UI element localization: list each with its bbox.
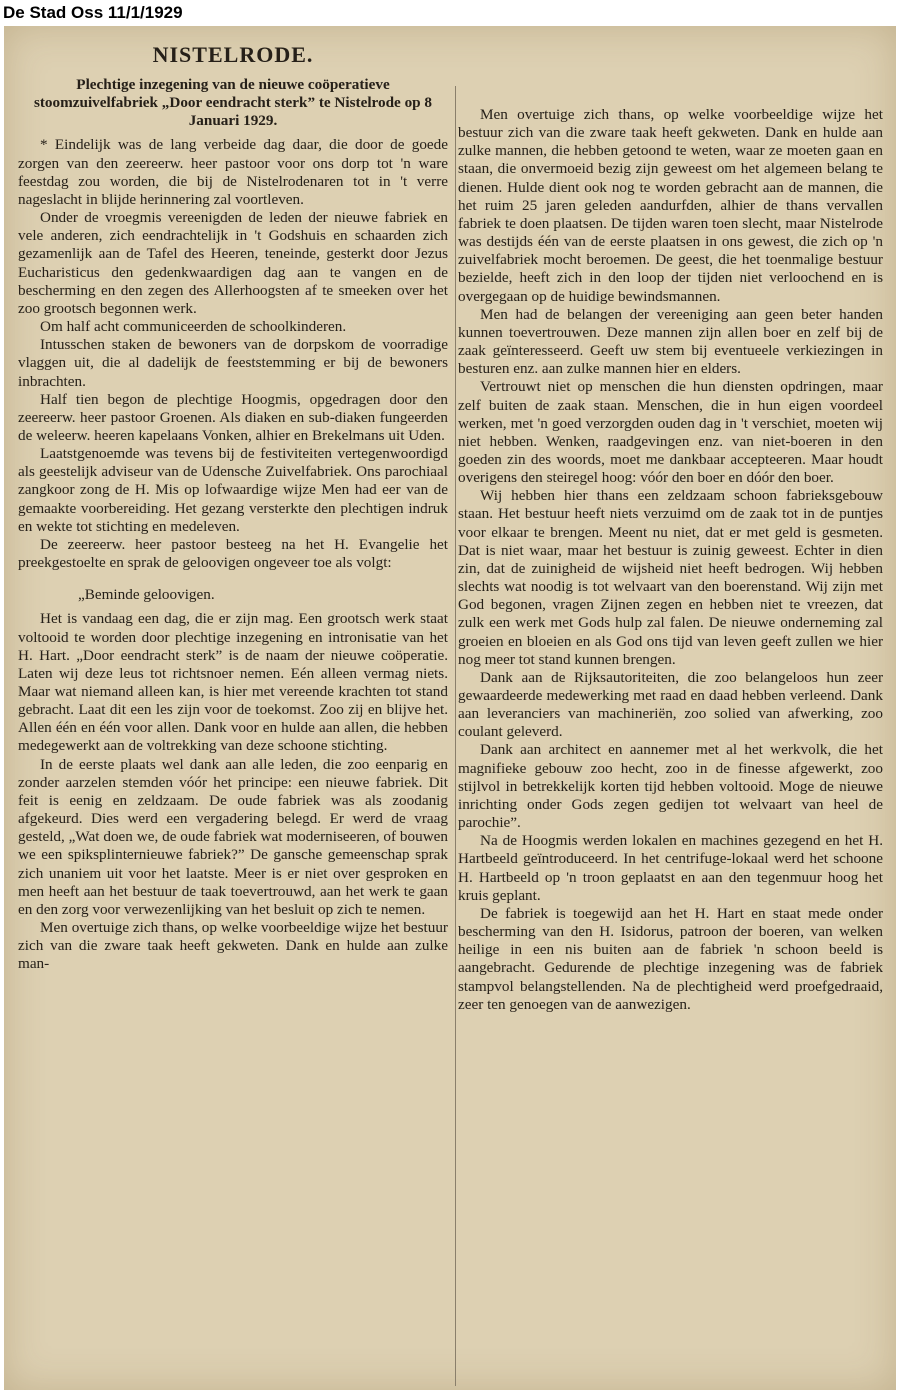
article-heading: NISTELRODE.: [152, 42, 314, 67]
article-paragraph: Om half acht communiceerden de schoolkinderen.: [40, 318, 347, 336]
clipping-caption: De Stad Oss 11/1/1929: [0, 0, 900, 26]
article-paragraph: Wij hebben hier thans een zeldzaam schoon fabrieksgebouw staan. Het bestuur heeft niets verzuimd om de zaak tot in de puntjes voor elkaar te brengen. Meent nu niet, dat er met geld is gesmeten. Dat is niet waar, maar het bestuur is zuinig geweest. Echter in dien zin, dat de zuinigheid de wijsheid niet heeft bedrogen. Wij hebben slechts wat noodig is tot welvaart van den boerenstand. Wij zijn met God begonen, vragen Zijnen zegen en hebben niet te vreezen, dat zulk een werk met Gods hulp zal falen. De nieuwe onderneming zal groeien en bloeien en als God ons tijd van leven geeft zullen we hier nog meer tot stand kunnen brengen.: [458, 487, 883, 668]
newspaper-clipping: [4, 26, 896, 1390]
article-paragraph: Onder de vroegmis vereenigden de leden der nieuwe fabriek en vele anderen, zich eendrachtelijk in 't Godshuis en schaarden zich gezamenlijk aan de Tafel des Heeren, teneinde, gesterkt door Jezus Eucharisticus den gedenkwaardigen dag aan te vangen en de bescherming en den zegen des Allerhoogsten af te smeeken over het zoo grootsch begonnen werk.: [18, 209, 448, 317]
left-column: [18, 26, 448, 974]
article-paragraph: Dank aan de Rijksautoriteiten, die zoo belangeloos hun zeer gewaardeerde medewerking met raad en daad hebben verleend. Dank aan leveranciers van machineriën, zoo solied van afwerking, zoo coulant geleverd.: [458, 668, 883, 741]
article-paragraph: Half tien begon de plechtige Hoogmis, opgedragen door den zeereerw. heer pastoor Groenen. Als diaken en sub-diaken fungeerden de weleerw. heeren kapelaans Vonken, alhier en Brekelmans uit Uden.: [18, 390, 448, 444]
article-paragraph: * Eindelijk was de lang verbeide dag daar, die door de goede zorgen van den zeereerw. heer pastoor voor ons dorp tot 'n ware feestdag zou worden, die bij de Nistelrodenaren tot in 't verre nageslacht in blijde herinnering zal voortleven.: [18, 136, 448, 208]
article-paragraph: Men overtuige zich thans, op welke voorbeeldige wijze het bestuur zich van die zware taak heeft gekweten. Dank en hulde aan zulke mannen, die hebben getoond te weten, waar ze moeten gaan en staan, die onvermoeid bezig zijn geweest om het algemeen belang te dienen. Hulde dient ook nog te worden gebracht aan de mannen, die het ruim 25 jaren geleden aandurfden, alhier de thans vervallen fabriek te doen plaatsen. De tijden waren toen slecht, maar Nistelrode was destijds één van de eerste plaatsen in ons gewest, die zich op 'n zuivelfabriek mocht beroemen. De geest, die het toenmalige bestuur bezielde, heeft zich in den loop der tijden niet verloochend en is overgegaan op de huidige bewindsmannen.: [458, 106, 883, 305]
column-divider: [455, 86, 456, 1386]
article-paragraph: Na de Hoogmis werden lokalen en machines gezegend en het H. Hartbeeld geïntroduceerd. In het centrifuge-lokaal werd het schoone H. Hartbeeld op 'n troon geplaatst en aan den tegenmuur hoog het kruis geplant.: [458, 832, 883, 904]
speech-paragraph: Men overtuige zich thans, op welke voorbeeldige wijze het bestuur zich van die zware taak heeft gekweten. Dank en hulde aan zulke man-: [18, 919, 448, 973]
article-paragraph: Vertrouwt niet op menschen die hun diensten opdringen, maar zelf buiten de zaak staan. Menschen, die in hun eigen voordeel werken, met 'n goed verzorgden ouden dag in 't verschiet, moeten wij niet hebben. Wenken, raadgevingen enz. van niet-boeren in den goeden zin des woords, moet me dankbaar accepteeren. Maar houdt overigens den steiregel hoog: vóór den boer en dóór den boer.: [458, 378, 883, 487]
article-paragraph: De zeereerw. heer pastoor besteeg na het H. Evangelie het preekgestoelte en sprak de geloovigen ongeveer toe als volgt:: [18, 535, 448, 572]
right-column: [458, 106, 883, 1014]
article-paragraph: Intusschen staken de bewoners van de dorpskom de voorradige vlaggen uit, die al dadelijk de feeststemming er bij de bewoners inbrachten.: [18, 336, 448, 390]
article-paragraph: Men had de belangen der vereeniging aan geen beter handen kunnen toevertrouwen. Deze mannen zijn allen boer en zelf bij de zaak geïnteresseerd. Geeft uw stem bij eventueele verkiezingen in besturen enz. aan zulke mannen hier en elders.: [458, 305, 883, 378]
article-paragraph: De fabriek is toegewijd aan het H. Hart en staat mede onder bescherming van den H. Isidorus, patroon der boeren, van welken heilige in een nis buiten aan de fabriek 'n schoon beeld is aangebracht. Gedurende de plechtige inzegening was de fabriek stampvol belangstellenden. Na de plechtigheid werd proefgedraaid, zeer ten genoegen van de aanwezigen.: [458, 904, 883, 1013]
article-subheading: Plechtige inzegening van de nieuwe coöperatieve stoomzuivelfabriek „Door eendracht sterk” te Nistelrode op 8 Januari 1929.: [33, 76, 433, 130]
speech-paragraph: Het is vandaag een dag, die er zijn mag. Een grootsch werk staat voltooid te worden door plechtige inzegening en intronisatie van het H. Hart. „Door eendracht sterk” is de naam der nieuwe coöperatie. Laten wij deze leus tot richtsnoer nemen. Eén alleen vermag niets. Maar wat niemand alleen kan, is hier met vereende krachten tot stand gebracht. Laat dit een les zijn voor de toekomst. Zoo zij en blijve het. Allen één en één voor allen. Dank voor en hulde aan allen, die hebben medegewerkt aan de voltrekking van deze schoone stichting.: [18, 610, 448, 755]
speech-paragraph: In de eerste plaats wel dank aan alle leden, die zoo eenparig en zonder aarzelen stemden vóór het principe: een nieuwe fabriek. Dit feit is eenig en zeldzaam. De oude fabriek was als zoodanig afgekeurd. Dies werd een vergadering belegd. Er werd de vraag gesteld, „Wat doen we, de oude fabriek wat moderniseeren, of bouwen we een spiksplinternieuwe fabriek?” De gansche gemeenschap sprak zich unaniem uit voor het laatste. Meer is er niet over gesproken en men heeft aan het bestuur de taak toevertrouwd, aan het werk te gaan en den zorg voor verwezenlijking van het besluit op zich te nemen.: [18, 755, 448, 918]
article-paragraph: Dank aan architect en aannemer met al het werkvolk, die het magnifieke gebouw zoo hecht, zoo in de finesse afgewerkt, zoo stijlvol in betrekkelijk korten tijd hebben voltooid. Moge de nieuwe inrichting onder Gods zegen gedijen tot welvaart van heel de parochie”.: [458, 741, 883, 832]
speech-opening: „Beminde geloovigen.: [78, 586, 215, 604]
article-paragraph: Laatstgenoemde was tevens bij de festiviteiten vertegenwoordigd als geestelijk adviseur van de Udensche Zuivelfabriek. Ons parochiaal zangkoor zong de H. Mis op lofwaardige wijze Men had eer van de gemaakte voorbereiding. Het gezang versterkte den plechtigen indruk en wekte tot stichting en medeleven.: [18, 445, 448, 535]
